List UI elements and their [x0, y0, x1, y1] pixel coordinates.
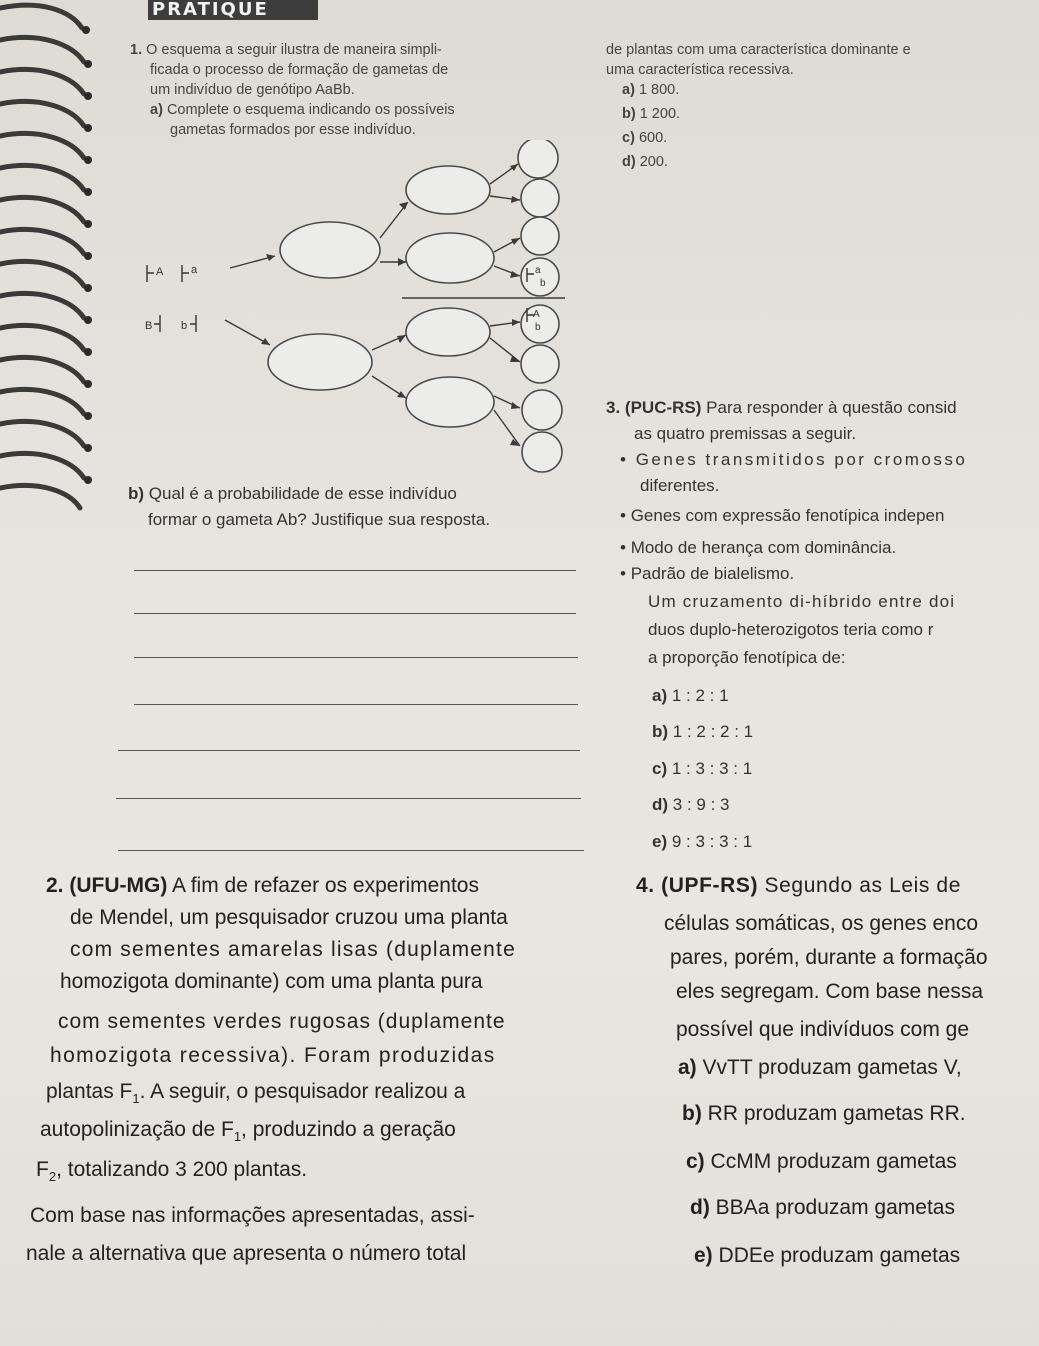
- option-label: b): [622, 106, 636, 122]
- gamete-8: [522, 432, 562, 472]
- q4-text: Segundo as Leis de: [764, 874, 961, 897]
- q1-stem-1: O esquema a seguir ilustra de maneira simpli-: [146, 42, 442, 58]
- q3-number: 3.: [606, 398, 621, 417]
- answer-line-6: [116, 798, 581, 799]
- q3-intro-2: as quatro premissas a seguir.: [634, 424, 857, 443]
- option-text: 9 : 3 : 3 : 1: [671, 832, 753, 851]
- q4-line-2: células somáticas, os genes enco: [664, 912, 979, 935]
- q3-option-d: [652, 795, 729, 815]
- q3-text-3: a proporção fenotípica de:: [648, 648, 846, 667]
- prev-q-option-c: [622, 130, 667, 146]
- option-label: c): [622, 130, 635, 146]
- answer-line-1: [134, 570, 576, 571]
- cell-third-2: [406, 233, 494, 283]
- q4-line-3: pares, porém, durante a formação: [670, 946, 988, 969]
- option-text: 600.: [638, 130, 668, 146]
- q3-bullet-2: • Genes com expressão fenotípica indepen: [620, 506, 945, 525]
- q1-part-a-text-2: gametas formados por esse indivíduo.: [170, 122, 416, 138]
- q2-number: 2.: [46, 874, 64, 897]
- gamete-label-A-b: b: [535, 322, 541, 333]
- bullet-text: Genes com expressão fenotípica indepen: [630, 506, 945, 525]
- option-label: c): [686, 1150, 705, 1173]
- q3-bullet-1-cont: diferentes.: [640, 476, 720, 495]
- bullet-text: Padrão de bialelismo.: [630, 564, 795, 583]
- q4-line-5: possível que indivíduos com ge: [676, 1018, 970, 1041]
- option-label: b): [652, 722, 669, 741]
- option-text: VvTT produzam gametas V,: [702, 1056, 962, 1079]
- prev-q-option-a: [622, 82, 679, 98]
- q2-line-6: homozigota recessiva). Foram produzidas: [50, 1044, 496, 1067]
- q2-text: A fim de refazer os experimentos: [172, 874, 479, 897]
- q2-text: . A seguir, o pesquisador realizou a: [139, 1080, 466, 1103]
- option-label: d): [622, 154, 636, 170]
- option-label: a): [678, 1056, 697, 1079]
- option-label: a): [622, 82, 635, 98]
- option-text: 1 : 2 : 2 : 1: [672, 722, 754, 741]
- subscript: 2: [48, 1169, 57, 1185]
- q1-part-b-line-1: [128, 484, 457, 504]
- gamete-1: [518, 140, 558, 178]
- gamete-2: [521, 179, 559, 217]
- q3-option-e: [652, 832, 752, 852]
- bullet-text: Modo de herança com dominância.: [630, 538, 897, 557]
- option-text: DDEe produzam gametas: [718, 1244, 961, 1267]
- q2-line-3: com sementes amarelas lisas (duplamente: [70, 938, 516, 961]
- option-label: a): [652, 686, 668, 705]
- answer-line-4: [134, 704, 578, 705]
- q3-text-1: Um cruzamento di-híbrido entre doi: [648, 592, 956, 611]
- q1-part-b-text-1: Qual é a probabilidade de esse indivíduo: [148, 484, 457, 503]
- q2-source: (UFU-MG): [69, 874, 168, 897]
- q3-text-2: duos duplo-heterozigotos teria como r: [648, 620, 934, 639]
- option-text: 1 : 3 : 3 : 1: [671, 759, 753, 778]
- option-text: 1 : 2 : 1: [671, 686, 729, 705]
- q3-option-b: [652, 722, 753, 742]
- chrom-label-a: a: [191, 264, 198, 276]
- section-badge: PRATIQUE: [148, 0, 318, 20]
- chrom-label-b: b: [181, 320, 188, 332]
- q4-number: 4.: [636, 874, 655, 897]
- q2-line-5: com sementes verdes rugosas (duplamente: [58, 1010, 506, 1033]
- q4-line-4: eles segregam. Com base nessa: [676, 980, 983, 1003]
- cell-second-top: [280, 222, 380, 278]
- q1-part-b-text-2: formar o gameta Ab? Justifique sua resposta.: [148, 510, 491, 529]
- chrom-label-A: A: [156, 266, 164, 278]
- q1-stem-3: um indivíduo de genótipo AaBb.: [150, 82, 355, 98]
- q1-line-1: [130, 42, 442, 58]
- q4-option-a: [678, 1056, 962, 1080]
- q3-intro-1: Para responder à questão consid: [706, 398, 957, 417]
- gamete-3: [521, 217, 559, 255]
- option-text: 1 800.: [638, 82, 680, 98]
- q2-line-1: [46, 874, 479, 898]
- option-label: e): [694, 1244, 713, 1267]
- prev-q-option-b: [622, 106, 680, 122]
- prev-q-stem-2: uma característica recessiva.: [606, 62, 794, 78]
- gamete-6: [521, 345, 559, 383]
- bullet-text: Genes transmitidos por cromosso: [635, 450, 968, 469]
- answer-line-7: [118, 850, 584, 851]
- option-text: 200.: [639, 154, 668, 170]
- option-label: d): [652, 795, 669, 814]
- prev-q-stem-1: de plantas com uma característica dominante e: [606, 42, 911, 58]
- q4-source: (UPF-RS): [661, 874, 759, 897]
- q1-number: 1.: [130, 42, 143, 58]
- q4-line-1: [636, 874, 961, 898]
- gamete-label-a-b: b: [540, 278, 546, 289]
- q3-bullet-1: • Genes transmitidos por cromosso: [620, 450, 968, 469]
- q2-line-4: homozigota dominante) com uma planta pura: [60, 970, 483, 993]
- chrom-label-B: B: [145, 320, 153, 332]
- answer-line-3: [134, 657, 578, 658]
- q3-option-c: [652, 759, 752, 779]
- gamete-label-A: A: [533, 309, 540, 320]
- option-text: RR produzam gametas RR.: [707, 1102, 966, 1125]
- q3-option-a: [652, 686, 729, 706]
- q2-line-10: Com base nas informações apresentadas, assi-: [30, 1204, 475, 1227]
- option-text: BBAa produzam gametas: [715, 1196, 955, 1219]
- q3-source: (PUC-RS): [624, 398, 702, 417]
- q2-text: autopolinização de F: [40, 1118, 234, 1141]
- subscript: 1: [233, 1129, 242, 1145]
- q2-text: , totalizando 3 200 plantas.: [56, 1158, 308, 1181]
- option-label: b): [682, 1102, 702, 1125]
- prev-q-option-d: [622, 154, 668, 170]
- option-label: c): [652, 759, 668, 778]
- gamete-label-a: a: [535, 265, 541, 276]
- q2-line-2: de Mendel, um pesquisador cruzou uma planta: [70, 906, 508, 929]
- q2-line-11: nale a alternativa que apresenta o número total: [26, 1242, 467, 1265]
- q4-option-d: [690, 1196, 955, 1220]
- q2-line-7: [46, 1080, 465, 1106]
- q2-line-8: [40, 1118, 456, 1144]
- q2-text: , produzindo a geração: [241, 1118, 456, 1141]
- subscript: 1: [132, 1091, 140, 1107]
- q4-option-c: [686, 1150, 957, 1174]
- q1-part-a-text-1: Complete o esquema indicando os possíveis: [166, 102, 455, 118]
- gamete-7: [522, 390, 562, 430]
- meiosis-diagram: [130, 140, 590, 480]
- q4-option-b: [682, 1102, 966, 1126]
- option-text: 1 200.: [639, 106, 681, 122]
- q3-bullet-4: • Padrão de bialelismo.: [620, 564, 795, 583]
- cell-third-4: [406, 377, 494, 427]
- q3-bullet-3: • Modo de herança com dominância.: [620, 538, 897, 557]
- cell-third-3: [406, 308, 490, 356]
- q4-option-e: [694, 1244, 960, 1268]
- q1-stem-2: ficada o processo de formação de gametas de: [150, 62, 449, 78]
- cell-third-1: [406, 166, 490, 214]
- q1-part-a-label: a): [150, 102, 163, 118]
- answer-line-2: [134, 613, 576, 614]
- q1-part-b-label: b): [128, 484, 145, 503]
- q1-part-a-line-1: [150, 102, 455, 118]
- q2-text: F: [36, 1158, 49, 1181]
- spiral-binding: [0, 0, 110, 560]
- cell-second-bottom: [268, 334, 372, 390]
- option-text: 3 : 9 : 3: [672, 795, 730, 814]
- q2-line-9: [36, 1158, 307, 1184]
- option-text: CcMM produzam gametas: [710, 1150, 957, 1173]
- q2-text: plantas F: [46, 1080, 133, 1103]
- q3-line-1: [606, 398, 957, 418]
- option-label: e): [652, 832, 668, 851]
- answer-line-5: [118, 750, 580, 751]
- option-label: d): [690, 1196, 710, 1219]
